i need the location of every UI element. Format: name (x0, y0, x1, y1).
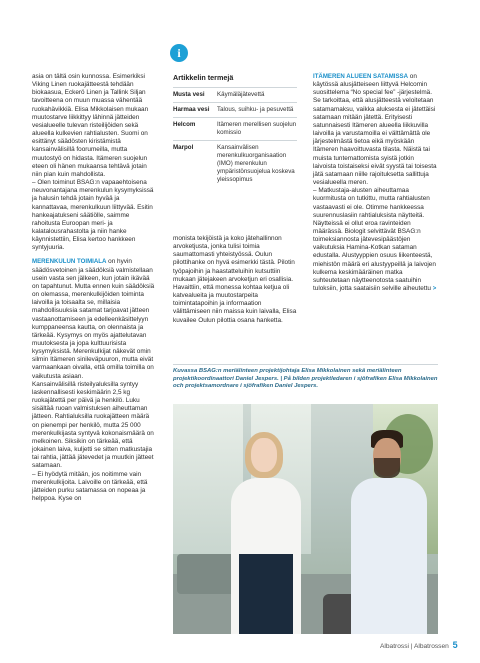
divider (173, 117, 297, 118)
paragraph-text: on hyvin säädösvetoinen ja säädöksiä valmistellaan usein vasta sen jälkeen, kun jotain ikävää on tapahtunut. Mutta ennen kuin säädöksiä on olemassa, merenkulkijöiden toiminta laivoilla ja toisaalta se, millaisia mahdollisuuksia satamat tarjoavat jätteen vastaanottamiseen ja edelleenkäsittelyyn kumppaneensa kautta, on olennaista ja tärkeää. Kysymys on myös ajattelutavan muutoksesta ja jopa kulttuurisista kysymyksistä. Merenkulkijat näkevät omin silmin Itämeren sinileväpuuron, mutta eivät varmaankaan oivalla, että omilla toimilla on vaikutusta asiaan. (32, 258, 155, 380)
magazine-name: Albatrossi | Albatrossen (380, 643, 449, 650)
paragraph: asia on tältä osin kunnossa. Esimerkiksi Viking Linen ruokajätteestä tehdään biokaasua, Eckerö Linen ja Tallink Siljan tavoitteena on muun muassa vähentää ruokahävikkiä. Elisa Mikkolaisen mukaan muutostarve liikkittyy lähinnä jätteiden vesialueelle tulevan risteilijöiden sekä alueella kulkevien rahtialusten. Suomi on esittänyt säädösten kiristämistä kansainvälisillä foorumeilla, mutta muutostyö on hidasta. Itämeren suojelun eteen oli hänen mukaansa tehtävä jotain niin pian kuin mahdollista. (32, 73, 149, 178)
keyword-lead: MERENKULUN TOIMIALA (32, 258, 107, 266)
glossary-term: Helcom (173, 121, 196, 128)
page-footer (380, 640, 458, 650)
glossary-definition: Talous, suihku- ja pesuvettä (217, 106, 294, 113)
glossary-item (173, 91, 297, 99)
glossary-item (173, 144, 297, 184)
divider (173, 102, 297, 103)
woman-face (251, 438, 277, 472)
paragraph: – Ei hyödytä mitään, jos noitimme vain merenkulkijoita. Laivoille on tärkeää, että jätteiden purku satamassa on nopeaa ja helppoa. Kyse on (32, 470, 148, 502)
glossary-term: Harmaa vesi (173, 106, 210, 113)
info-icon: i (170, 44, 188, 62)
page-number: 5 (452, 640, 458, 650)
glossary-item (173, 121, 297, 137)
glossary-definition: Itämeren merellisen suojelun komissio (217, 121, 297, 136)
continue-arrow-icon: > (432, 285, 437, 293)
paragraph-text: on käytössä alusjätteiseen liittyvä Helcomin suosittelema “No special fee” -järjestelmä. Se tarkoittaa, että alusjätteestä veloitetaan satamamaksu, vaikka aluksesta ei jätettäisi satamaan mitään jätettä. Erityisesti satunnaisesti Itämeren alueella liikkuvilla laivoilla ja varustamoilla ei välttämättä ole järjestelmästä tietoa eikä myöskään Itämeren haavoittuvasta tilasta. Näistä tai muista tuntemattomista syistä jotkin laivoista toistaiseksi eivät syystä tai toisesta jätä satamaan niille rajoituksetta sallittuja vesialueella meren. (313, 73, 437, 187)
man-body (351, 478, 427, 634)
paragraph-text: – Matkustaja-alusten aiheuttamaa kuormitusta on tutkittu, mutta rahtialusten vastaavasti ei ole. Otimme hankkeessa suurennuslasiin rahtialuksista näytteitä. Näytteissä ei ollut eroa ravinteiden määrässä. Biologit selvittävät BSAG:n toimeksiannosta jätevesipäästöjen vaikutuksia Hamina-Kotkan sataman edustalla. Alustyyppien osuus liikenteestä, miehistön määrä eri alustyypeillä ja laivojen kulkema keskimääräinen matka suhteutetaan näytteenotosta saatuihin tuloksiin, jotta saataisiin selville aiheutettu (313, 187, 436, 293)
paragraph (313, 73, 438, 187)
keyword-lead: ITÄMEREN ALUEEN SATAMISSA (313, 73, 409, 80)
paragraph: Kansainvälisillä risteilyaluksilla syntyy laskennallisesti keskimäärin 2,5 kg ruokajätettä per päivä ja henkilö. Luku sisältää ruoan valmistuksen aiheuttaman jätteen. Rahtialuksilla ruokajätteen määrä on pienempi per henkilö, mutta 25 000 merenkulkijasta syntyvä kokonaismäärä on melkoinen. Siksikin on tärkeää, että jokainen laiva, kuljetti se sitten matkustajia tai rahtia, jättää jätevedet ja muutkin jätteet satamaan. (32, 380, 154, 470)
portrait-photo (173, 404, 438, 634)
divider (173, 140, 297, 141)
photo-caption: Kuvassa BSAG:n meriälinteen projektijohtaja Elisa Mikkolainen sekä meriälinteen projektikoordinaattori Daniel Jespers. | På bilden projektledaren i sjöfrafiken Elisa Mikkolainen och projektsamordnare i sjöfrafiken Daniel Jespers. (173, 368, 438, 390)
divider (173, 87, 297, 88)
article-column-middle (173, 235, 297, 325)
glossary-term: Marpol (173, 144, 194, 151)
glossary-definition: Käymäläjätevettä (217, 91, 265, 98)
sofa-shape (177, 554, 237, 594)
glossary-title: Artikkelin termejä (173, 73, 234, 82)
paragraph (32, 258, 157, 380)
glossary-term: Musta vesi (173, 91, 205, 98)
glossary-item (173, 106, 297, 114)
article-column-right (313, 73, 438, 293)
glossary-definition: Kansainvälisen merenkulkuorganisaation (IMO) merenkulun ympäristönsuojelua koskeva yleissopimus (217, 144, 295, 183)
divider (173, 364, 438, 365)
paragraph: monista tekijöistä ja koko jätehallinnon arvoketjusta, jonka tulisi toimia saumattomasti yhteistyössä. Oulun pilottihanke on hyvä esimerkki tästä. Pilotin työpajoihin ja haastatteluihin kutsuttiin mukaan jätejakeen arvoketjun eri osallisia. Havaittiin, että monessa kohtaa ketjua oli katvealueita ja muutostarpeita toimintatapoihin ja informaation välittämiseen niin maissa kuin laivalla, Elisa kuvailee Oulun pilottia osana hanketta. (173, 235, 297, 324)
paragraph: – Olen toiminut BSAG:n vapaaehtoisena neuvonantajana merenkulun kysymyksissä ja halusin tehdä jotain hyvää ja kannattavaa, merenkulkuun liittyvää. Esitin hankeajatukseni säätiölle, saimme rahoitusta Euroopan meri- ja kalatalousrahastolta ja niin hanke käynnistettiin, Elisa kertoo hankkeen syntyjuuria. (32, 179, 154, 252)
article-column-left (32, 73, 157, 503)
woman-skirt (239, 554, 293, 634)
man-beard (374, 458, 400, 478)
glossary-box (173, 73, 297, 187)
paragraph (313, 187, 438, 293)
